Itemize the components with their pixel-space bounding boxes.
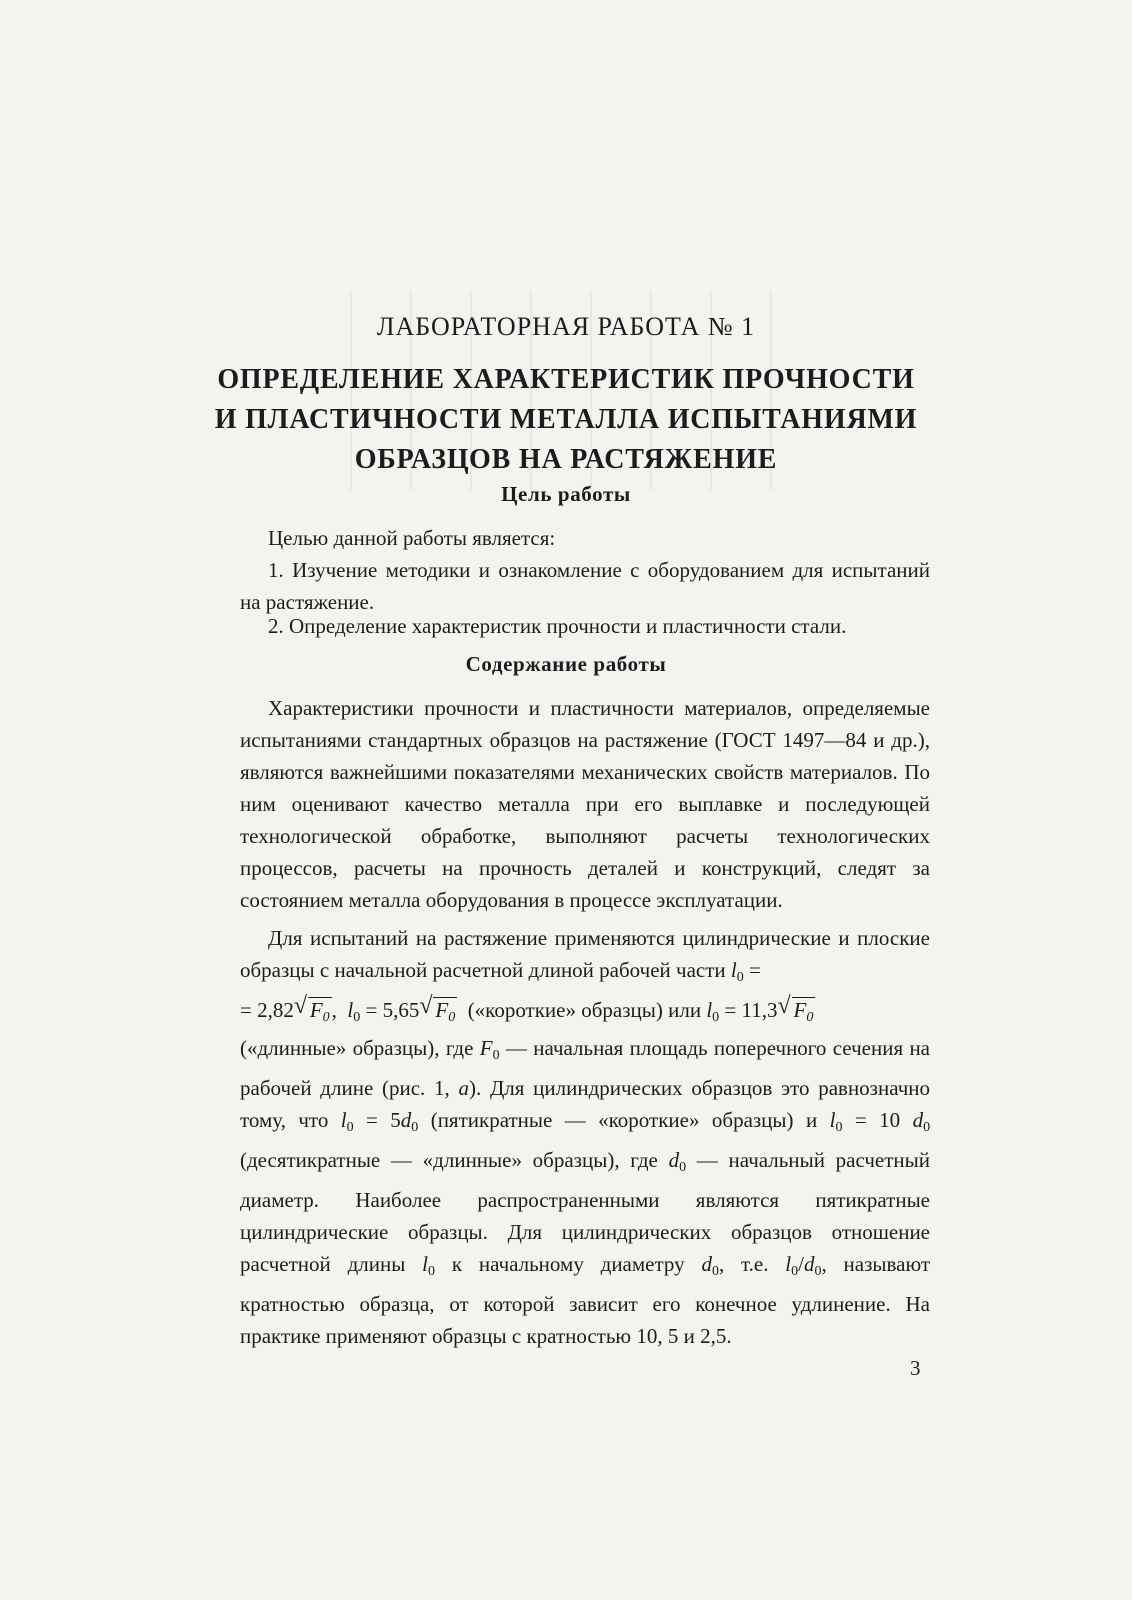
title-line-3: ОБРАЗЦОВ НА РАСТЯЖЕНИЕ (354, 444, 778, 475)
page-number: 3 (910, 1356, 921, 1380)
formula-line: = 2,82√ $F_0$, $l_0 = 5,65√$ $F_0$ («короткие» образцы) или $l_0 = 11,3√$ $F_0$ (240, 992, 930, 1036)
goal-intro: Целью данной работы является: (268, 526, 556, 550)
title-line-2: И ПЛАСТИЧНОСТИ МЕТАЛЛА ИСПЫТАНИЯМИ (214, 404, 918, 435)
main-title (0, 360, 1132, 480)
goal-item-1: 1. Изучение методики и ознакомление с оборудованием для испытаний на растяжение. (240, 558, 930, 614)
content-paragraph-1: Характеристики прочности и пластичности материалов, определяемые испытаниями стандартных образцов на растяжение (ГОСТ 1497—84 и др.), являются важнейшими показателями механических свойств материалов. По ним оценивают качество металла при его выплавке и последующей технологической обработке, выполняют расчеты технологических процессов, расчеты на прочность деталей и конструкций, следят за состоянием металла оборудования в процессе эксплуатации. (240, 696, 930, 912)
content-paragraph-2-continued: («длинные» образцы), где $F_0$ — начальная площадь поперечного сечения на рабочей длине (рис. 1, а). Для цилиндрических образцов это равнозначно тому, что $l_0 = 5d_0$ (пятикратные — «короткие» образцы) и $l_0 = 10$ $d_0$ (десятикратные — «длинные» образцы), где $d_0$ — начальный расчетный диаметр. Наиболее распространенными являются пятикратные цилиндрические образцы. Для цилиндрических образцов отношение расчетной длины $l_0$ к начальному диаметру $d_0$, т.е. $l_0/d_0$, называют кратностью образца, от которой зависит его конечное удлинение. На практике применяют образцы с кратностью 10, 5 и 2,5. (240, 1036, 931, 1348)
content-heading: Содержание работы (465, 652, 667, 676)
goal-heading: Цель работы (501, 482, 631, 506)
goal-item-2: 2. Определение характеристик прочности и пластичности стали. (268, 614, 847, 638)
content-paragraph-2: Для испытаний на растяжение применяются цилиндрические и плоские образцы с начальной расчетной длиной рабочей части $l_0$ = (240, 926, 930, 985)
title-line-1: ОПРЕДЕЛЕНИЕ ХАРАКТЕРИСТИК ПРОЧНОСТИ (217, 364, 915, 395)
lab-number: ЛАБОРАТОРНАЯ РАБОТА № 1 (376, 312, 756, 341)
sqrt-F0-1: √ $F_0$ (296, 992, 332, 1036)
sqrt-F0-2: √ $F_0$ (421, 992, 457, 1036)
sqrt-F0-3: √ $F_0$ (780, 992, 816, 1036)
